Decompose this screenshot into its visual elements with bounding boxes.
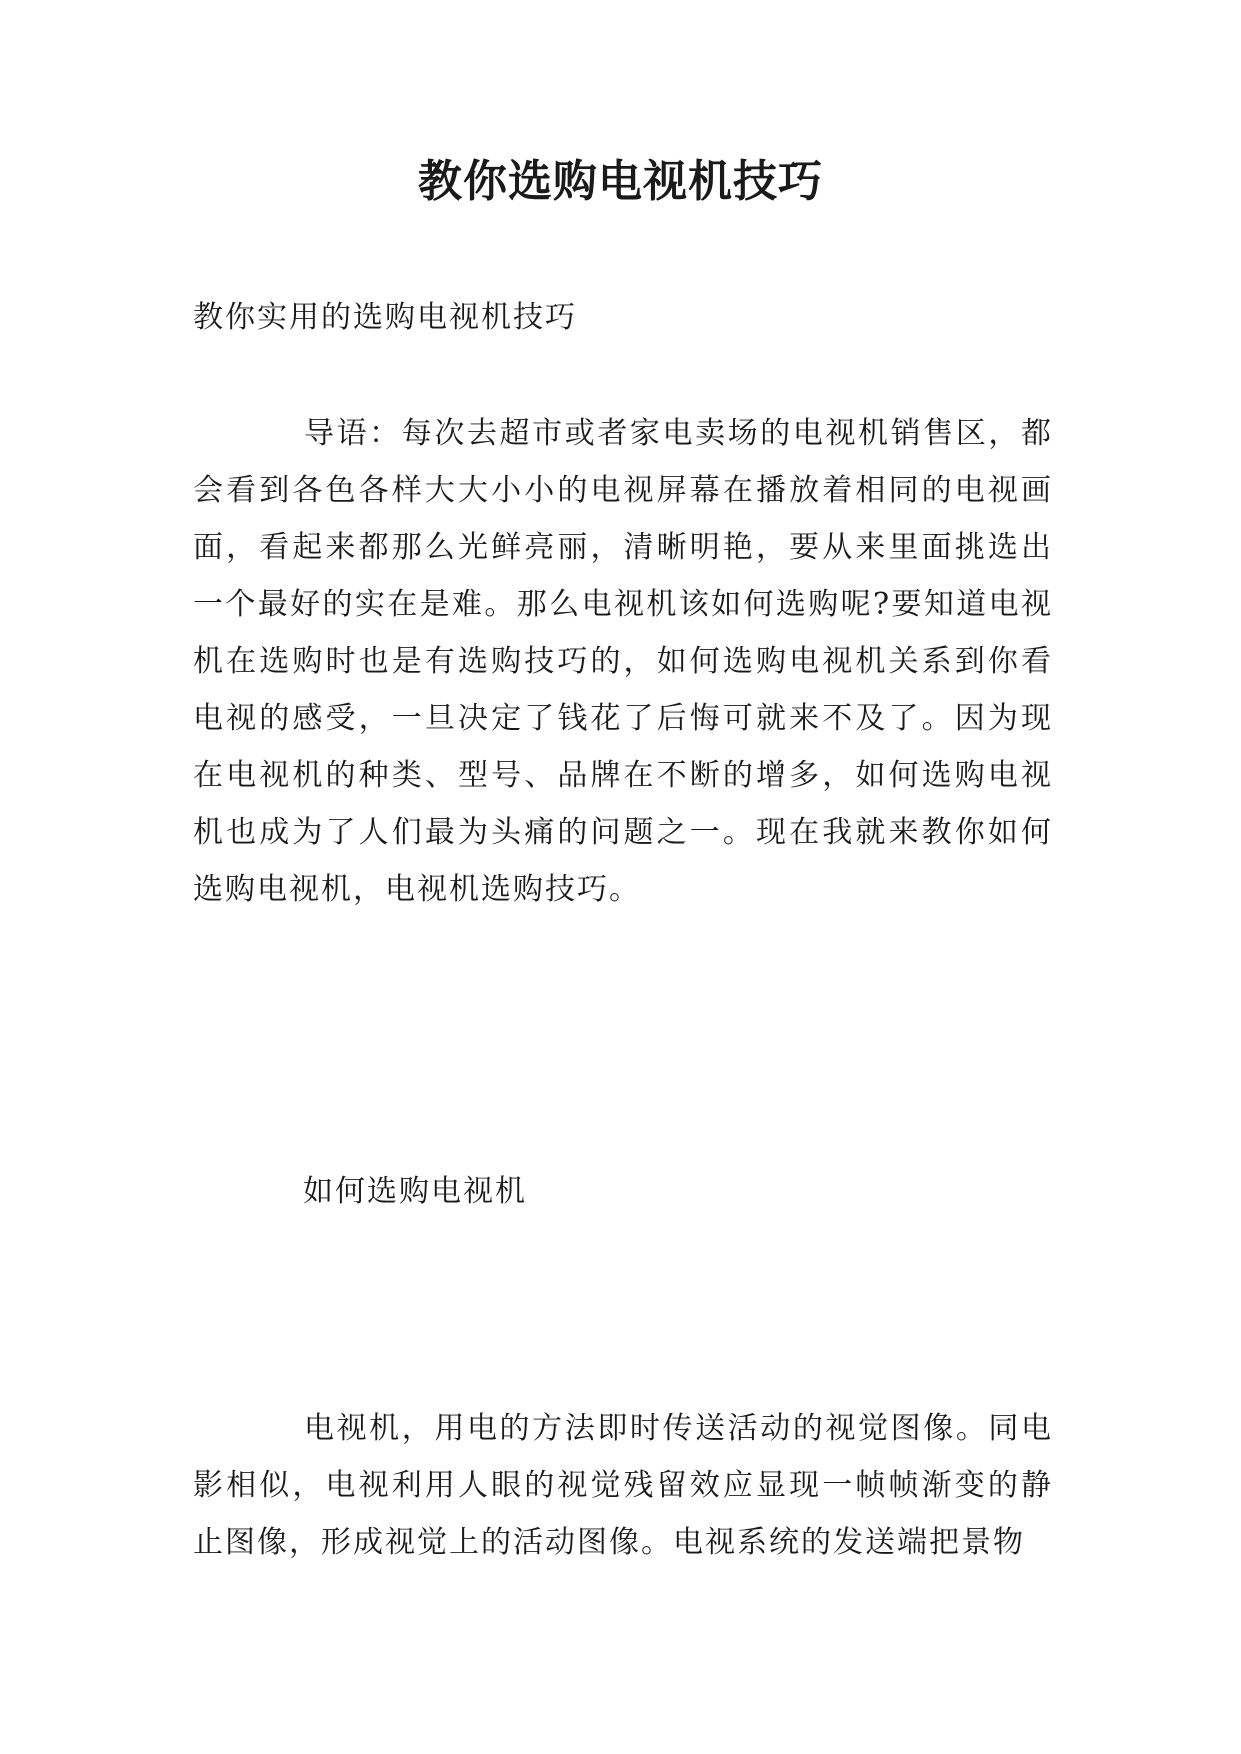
document-subtitle: 教你实用的选购电视机技巧 xyxy=(193,300,577,335)
body-paragraph: 电视机，用电的方法即时传送活动的视觉图像。同电影相似，电视利用人眼的视觉残留效应显现一帧帧渐变的静止图像，形成视觉上的活动图像。电视系统的发送端把景物 xyxy=(193,1411,1053,1560)
section-heading: 如何选购电视机 xyxy=(303,1174,527,1209)
intro-paragraph: 导语：每次去超市或者家电卖场的电视机销售区，都会看到各色各样大大小小的电视屏幕在播放着相同的电视画面，看起来都那么光鲜亮丽，清晰明艳，要从来里面挑选出一个最好的实在是难。那么电视机该如何选购呢?要知道电视机在选购时也是有选购技巧的，如何选购电视机关系到你看电视的感受，一旦决定了钱花了后悔可就来不及了。因为现在电视机的种类、型号、品牌在不断的增多，如何选购电视机也成为了人们最为头痛的问题之一。现在我就来教你如何选购电视机，电视机选购技巧。 xyxy=(193,416,1053,907)
document-title: 教你选购电视机技巧 xyxy=(418,156,823,207)
